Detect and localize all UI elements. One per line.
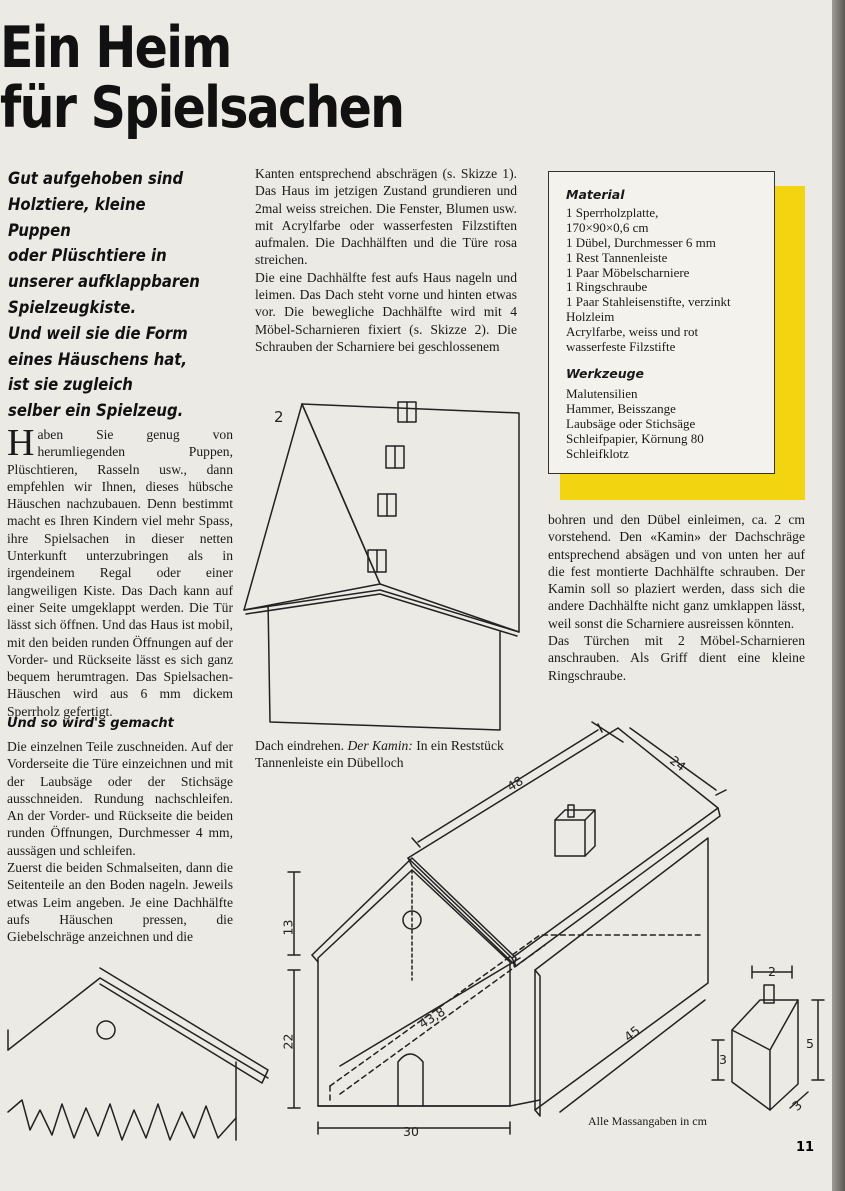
drop-cap: H	[7, 422, 35, 464]
tool-item: Hammer, Beisszange	[566, 400, 676, 416]
title-line: für Spielsachen	[0, 75, 404, 141]
body-paragraph: Die einzelnen Teile zuschneiden. Auf der Vorderseite die Türe einzeichnen und mit der Laubsäge oder der Stichsäge ausschneiden. Rundung nachschleifen. An der Vorder- und Rückseite die beiden runden Öffnungen, Durchmesser 4 mm, aussägen und schleifen.	[7, 739, 233, 858]
lead-line: eines Häuschens hat,	[8, 349, 188, 369]
lead-line: oder Plüschtiere in	[8, 246, 167, 266]
body-paragraph: Zuerst die beiden Schmalseiten, dann die Seitenteile an den Boden nageln. Jeweils etwas Leim angeben. Je eine Dachhälfte aufs Häuschen pressen, die Giebelschräge anzeichnen und die	[7, 860, 233, 945]
lead-line: Und weil sie die Form	[8, 323, 188, 343]
tool-item: Laubsäge oder Stichsäge	[566, 415, 696, 431]
material-item: 170×90×0,6 cm	[566, 219, 649, 235]
dimension-label: 22	[280, 1033, 296, 1050]
title-line: Ein Heim	[0, 15, 231, 81]
material-item: 1 Paar Stahleisenstifte, verzinkt	[566, 294, 731, 310]
dimension-label: 48	[504, 772, 526, 795]
dimension-label: 24	[667, 752, 689, 775]
lead-line: unserer aufklappbaren	[8, 272, 200, 292]
decorative-house-sketch	[8, 968, 268, 1140]
sketch-number: 2	[274, 408, 284, 426]
material-item: 1 Rest Tannenleiste	[566, 249, 668, 265]
page-edge	[832, 0, 845, 1191]
lead-line: Holztiere, kleine Puppen	[8, 194, 146, 240]
body-paragraph: Das Türchen mit 2 Möbel-Scharnieren anschrauben. Als Griff dient eine kleine Ringschraube.	[548, 633, 805, 683]
lead-line: Gut aufgehoben sind	[8, 169, 184, 188]
page-number: 11	[796, 1140, 815, 1155]
dimension-label: 13	[280, 919, 296, 936]
material-item: 1 Sperrholzplatte,	[566, 204, 659, 220]
lead-line: ist sie zugleich	[8, 375, 133, 395]
dimension-label: 30	[403, 1124, 419, 1139]
measurement-note: Alle Massangaben in cm	[588, 1114, 707, 1128]
material-item: 1 Ringschraube	[566, 279, 648, 295]
tools-heading: Werkzeuge	[566, 365, 645, 381]
dimension-label: 3	[719, 1052, 727, 1067]
tool-item: Schleifklotz	[566, 445, 629, 461]
material-item: Holzleim	[566, 309, 615, 325]
material-item: 1 Paar Möbelscharniere	[566, 264, 690, 280]
dimension-label: 45	[621, 1022, 643, 1045]
chimney-text-end: In ein Reststück Tannenleiste ein Dübelloch	[255, 738, 504, 771]
material-heading: Material	[566, 187, 625, 202]
section-subheading: Und so wird's gemacht	[7, 716, 174, 731]
material-item: Acrylfarbe, weiss und rot	[566, 324, 699, 340]
body-paragraph: bohren und den Dübel einleimen, ca. 2 cm vorstehend. Den «Kamin» der Dachschräge entsprechend absägen und von unten her auf die fest montierte Dachhälfte schrauben. Der Kamin soll so plaziert werden, dass sich die andere Dachhälfte nicht ganz umklappen lässt, weil sonst die Scharniere ausreissen könnten.	[548, 512, 805, 631]
intro-body: aben Sie genug von herumliegenden Puppen, Plüschtieren, Rasseln usw., dann empfehlen wir Ihnen, dieses hübsche Häuschen nachzubauen. Denn bestimmt macht es Ihren Kindern viel mehr Spass, ihre Spielsachen in dieser netten Unterkunft unterzubringen als in irgendeinem Regal oder einer langweiligen Kiste. Das Dach kann auf einer Seite umgeklappt werden. Die Tür lässt sich öffnen. Und das Haus ist mobil, mit den beiden runden Öffnungen auf der Vorder- und Rückseite lässt es sich ganz bequem herumtragen. Das Spielsachen-Häuschen wird aus 6 mm dickem Sperrholz gefertigt.	[7, 427, 233, 719]
dimension-label: 3	[789, 1097, 805, 1114]
body-paragraph: Die eine Dachhälfte fest aufs Haus nageln und leimen. Das Dach steht vorne und hinten etwas vor. Die bewegliche Dachhälfte wird mit 4 Möbel-Scharnieren fixiert (s. Skizze 2). Die Schrauben der Scharniere bei geschlossenem	[255, 269, 517, 354]
lead-line: Spielzeugkiste.	[8, 297, 137, 317]
chimney-text-start: Dach eindrehen.	[255, 738, 348, 753]
dimension-label: 43,8	[416, 1003, 448, 1032]
tool-item: Schleifpapier, Körnung 80	[566, 430, 704, 446]
chimney-label: Der Kamin:	[347, 738, 413, 753]
body-paragraph: Kanten entsprechend abschrägen (s. Skizze 1). Das Haus im jetzigen Zustand grundieren und 2mal weiss streichen. Die Fenster, Blumen usw. mit Acrylfarbe oder wasserfesten Filzstiften aufmalen. Die Dachhälften und die Türe rosa streichen.	[255, 166, 517, 268]
lead-line: selber ein Spielzeug.	[8, 401, 184, 421]
dimension-label: 5	[806, 1036, 814, 1051]
material-item: wasserfeste Filzstifte	[566, 339, 676, 355]
sketch-2-hinged-roof	[244, 402, 519, 730]
dimension-label: 2	[768, 964, 776, 979]
house-dimension-drawing	[288, 722, 824, 1134]
material-item: 1 Dübel, Durchmesser 6 mm	[566, 234, 716, 250]
tool-item: Malutensilien	[566, 385, 638, 401]
